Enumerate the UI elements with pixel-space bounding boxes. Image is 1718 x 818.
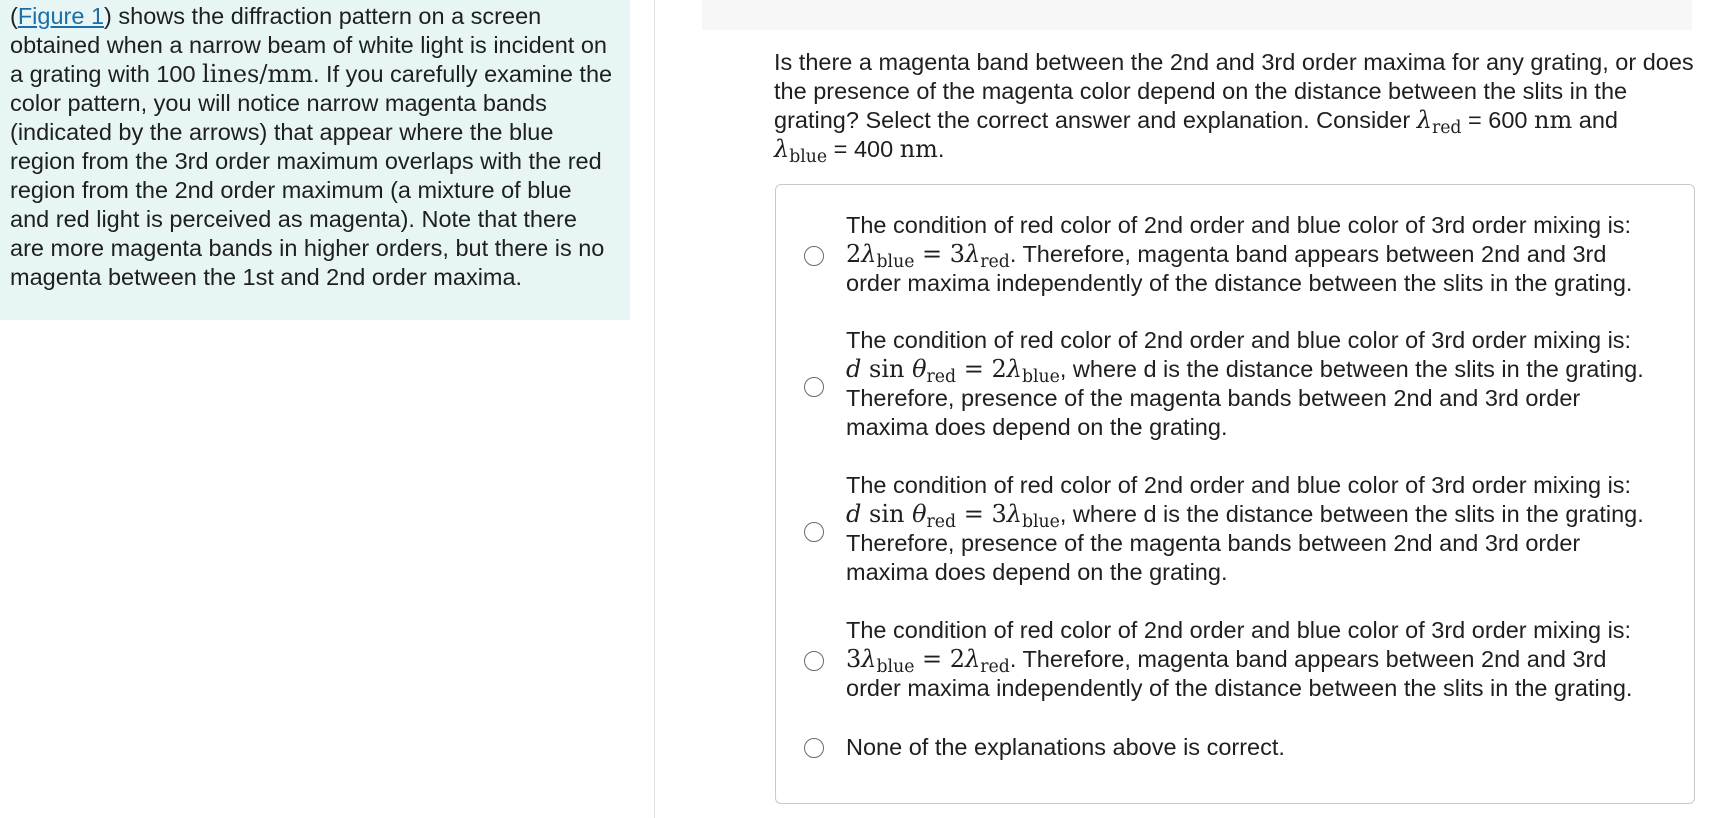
- question-text: Is there a magenta band between the 2nd and 3rd order maxima for any grating, or does the presence of the magenta color depend on the distance between the slits in the grating? Select the correct answer and explanation. Consider $\lambda_{red} = 600$ nm and $\lambda_{blue} = 400$ nm.: [774, 49, 1694, 167]
- answer-option-3[interactable]: [776, 471, 1694, 591]
- radio-button-option-2[interactable]: [804, 377, 824, 397]
- answer-option-3-text: The condition of red color of 2nd order and blue color of 3rd order mixing is: d $\sin \theta_{red} = 3\lambda_{blue}$, where d is the distance between the slits in the grating. Therefore, presence of the magenta bands between 2nd and 3rd order maxima does depend on the grating.: [846, 472, 1644, 585]
- answer-option-4-text: The condition of red color of 2nd order and blue color of 3rd order mixing is: $3\lambda_{blue} = 2\lambda_{red}$. Therefore, magenta band appears between 2nd and 3rd order maxima independently of the distance between the slits in the grating.: [846, 617, 1633, 701]
- answer-option-4[interactable]: [776, 616, 1694, 706]
- question-header-strip: [702, 0, 1692, 30]
- problem-intro-text: (Figure 1) shows the diffraction pattern on a screen obtained when a narrow beam of white light is incident on a grating with 100 lines/mm. If you carefully examine the color pattern, you will notice narrow magenta bands (indicated by the arrows) that appear where the blue region from the 3rd order maximum overlaps with the red region from the 2nd order maximum (a mixture of blue and red light is perceived as magenta). Note that there are more magenta bands in higher orders, but there is no magenta between the 1st and 2nd order maxima.: [10, 3, 613, 290]
- answer-option-5-text: None of the explanations above is correct.: [846, 734, 1285, 760]
- answer-option-5[interactable]: [776, 731, 1694, 765]
- figure-1-link[interactable]: Figure 1: [17, 3, 105, 29]
- radio-button-option-5[interactable]: [804, 738, 824, 758]
- lambda-blue-symbol: $\lambda_{blue}$: [774, 135, 828, 167]
- lambda-red-symbol: $\lambda_{red}$: [1416, 106, 1462, 138]
- answer-options-box: [775, 184, 1695, 804]
- radio-button-option-4[interactable]: [804, 651, 824, 671]
- answer-option-2-text: The condition of red color of 2nd order and blue color of 3rd order mixing is: d $\sin \theta_{red} = 2\lambda_{blue}$, where d is the distance between the slits in the grating. Therefore, presence of the magenta bands between 2nd and 3rd order maxima does depend on the grating.: [846, 327, 1644, 440]
- answer-option-2[interactable]: [776, 326, 1694, 446]
- panel-divider: [654, 0, 655, 818]
- answer-option-1-text: The condition of red color of 2nd order and blue color of 3rd order mixing is: $2\lambda_{blue} = 3\lambda_{red}$. Therefore, magenta band appears between 2nd and 3rd order maxima independently of the distance between the slits in the grating.: [846, 212, 1633, 296]
- radio-button-option-1[interactable]: [804, 246, 824, 266]
- radio-button-option-3[interactable]: [804, 522, 824, 542]
- answer-option-1[interactable]: [776, 211, 1694, 301]
- problem-intro-panel: [0, 0, 630, 320]
- units-math: lines/mm: [202, 60, 313, 88]
